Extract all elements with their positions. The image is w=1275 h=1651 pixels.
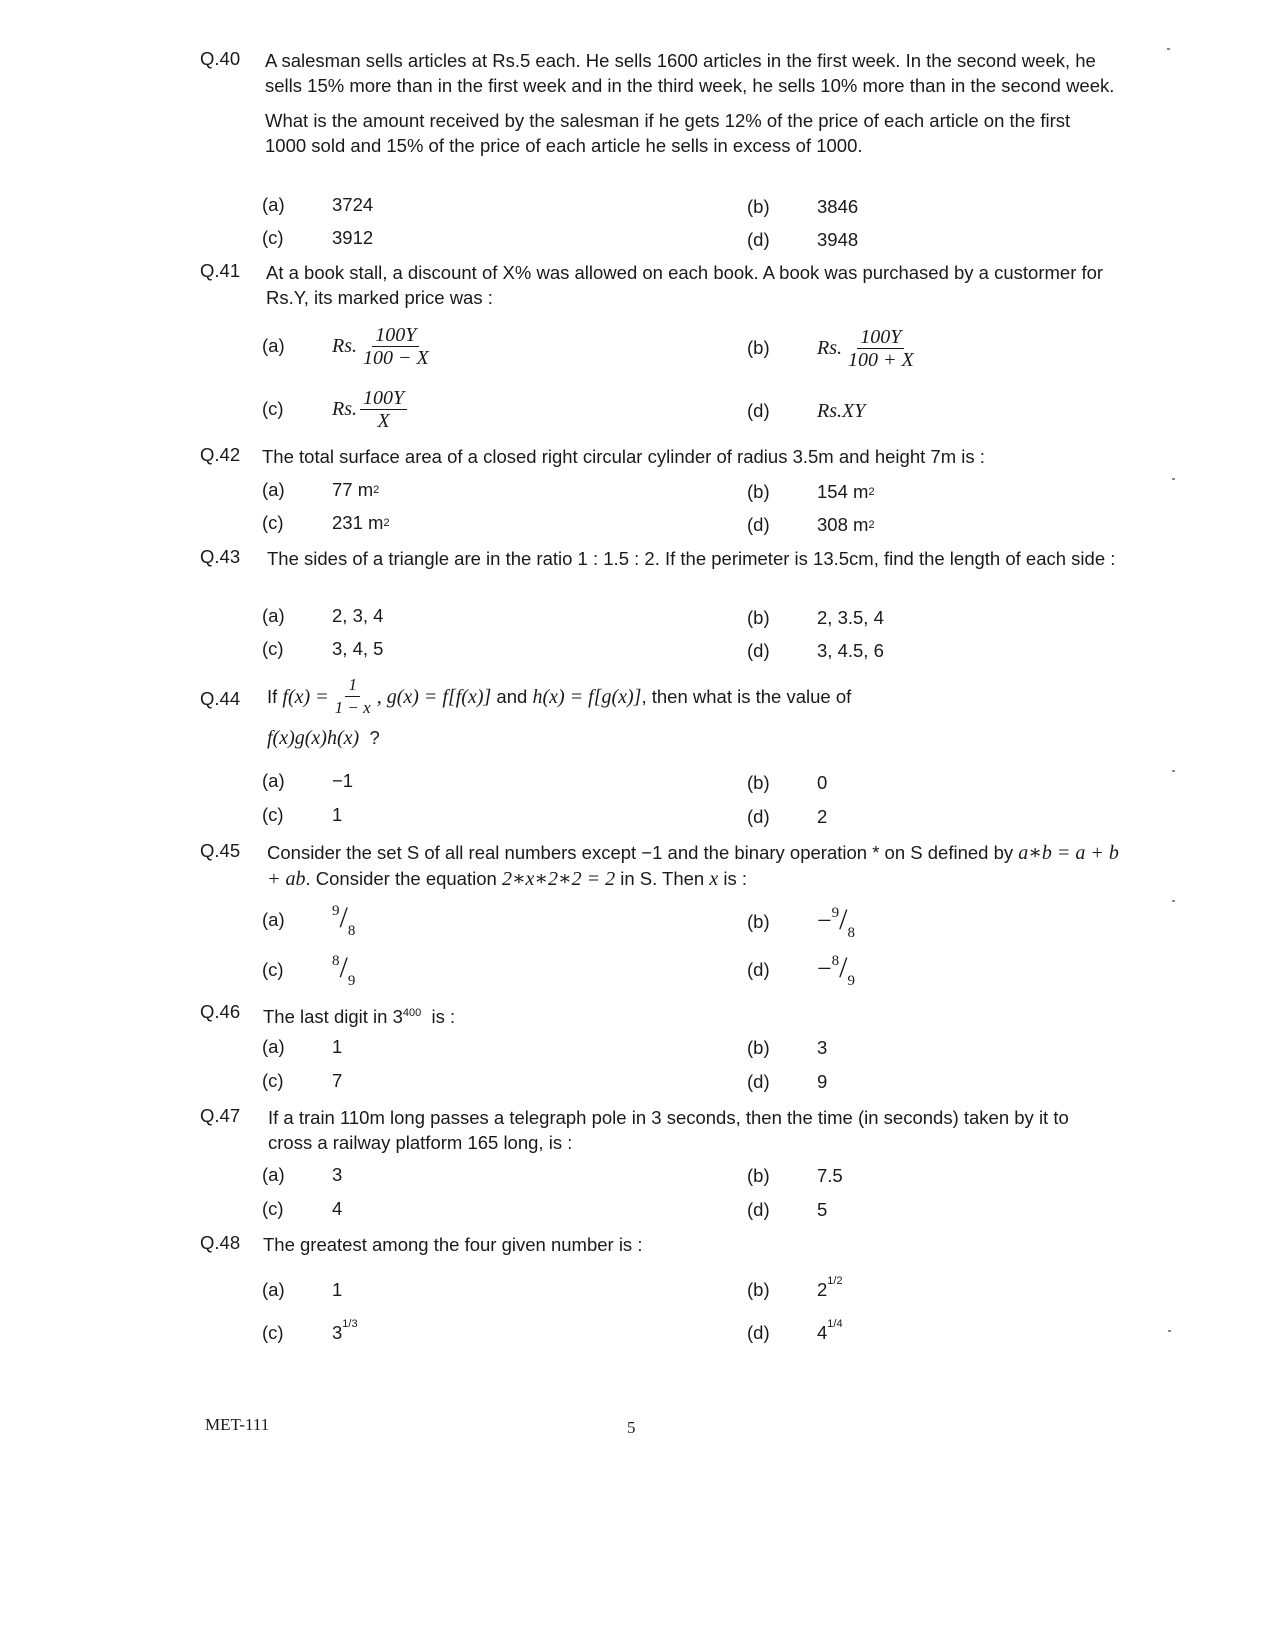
question-text: If f(x) = $\frac{1}{1 - x}$ , g(x) = f[f(x)] and h(x) = f[g(x)] , then what is the value of f(x)g(x)h(x) ?	[267, 675, 852, 749]
question-number: Q.44	[200, 688, 241, 709]
option-c[interactable]: (c) 3912	[262, 227, 374, 248]
option-b[interactable]: (b) 3	[747, 1037, 828, 1058]
option-a[interactable]: (a) 3724	[262, 194, 374, 215]
option-c[interactable]: (c) $^8/_9$	[262, 950, 356, 989]
question-text: The greatest among the four given number is :	[263, 1234, 643, 1255]
question-48	[200, 1232, 1140, 1343]
fraction: $\frac{100Y}{X}$	[360, 387, 407, 432]
question-text: The total surface area of a closed right circular cylinder of radius 3.5m and height 7m is :	[262, 446, 985, 467]
question-text: The last digit in $3^{400}$ is :	[263, 1006, 456, 1028]
option-c[interactable]: (c) 3 1/3	[262, 1318, 358, 1343]
fraction: $\frac{100Y}{100 + X}$	[848, 325, 914, 371]
option-b[interactable]: (b) Rs. $\frac{100Y}{100 + X}$	[747, 320, 920, 376]
fraction: $\frac{1}{1 - x}$	[334, 675, 371, 717]
scan-speck	[1172, 900, 1175, 902]
question-text: Consider the set S of all real numbers except −1 and the binary operation * on S defined by a∗b = a + b + ab. Consider the equation 2∗x∗2∗2 = 2 in S. Then x is :	[267, 842, 1119, 890]
fraction: $\frac{100Y}{100 - X}$	[363, 323, 429, 369]
question-number: Q.41	[200, 260, 241, 281]
question-text: At a book stall, a discount of X% was allowed on each book. A book was purchased by a custormer for Rs.Y, its marked price was :	[266, 262, 1104, 308]
option-a[interactable]: (a) 77 m 2	[262, 479, 380, 500]
page-number: 5	[627, 1418, 636, 1437]
option-a[interactable]: (a) 1	[262, 1279, 343, 1300]
slash-fraction: $-^8/_9$	[817, 950, 856, 989]
option-d[interactable]: (d) 2	[747, 806, 828, 827]
option-d[interactable]: (d) 9	[747, 1071, 828, 1092]
option-c[interactable]: (c) 7	[262, 1070, 343, 1091]
question-number: Q.48	[200, 1232, 241, 1253]
question-paragraph: A salesman sells articles at Rs.5 each. He sells 1600 articles in the first week. In the second week, he sells 15% more than in the first week and in the third week, he sells 10% more than in the second week.	[265, 50, 1115, 96]
question-43	[200, 546, 1140, 661]
option-d[interactable]: (d) Rs.XY	[747, 399, 866, 422]
question-44	[200, 674, 1140, 827]
option-b[interactable]: (b) 2, 3.5, 4	[747, 607, 884, 628]
question-45	[200, 840, 1140, 989]
option-c[interactable]: (c) 3, 4, 5	[262, 638, 384, 659]
slash-fraction: $-^9/_8$	[817, 902, 856, 941]
option-a[interactable]: (a) $^9/_8$	[262, 900, 356, 939]
scan-speck	[1168, 1330, 1171, 1332]
question-41	[200, 260, 1140, 432]
paper-code: MET-111	[205, 1415, 270, 1434]
question-number: Q.46	[200, 1001, 241, 1022]
scan-speck	[1172, 478, 1175, 480]
option-b[interactable]: (b) 0	[747, 772, 828, 793]
option-b[interactable]: (b) 3846	[747, 196, 859, 217]
option-c[interactable]: (c) 4	[262, 1198, 343, 1219]
option-d[interactable]: (d) 3, 4.5, 6	[747, 640, 884, 661]
option-d[interactable]: (d) 4 1/4	[747, 1318, 843, 1343]
scan-speck	[1167, 48, 1170, 50]
question-46	[200, 1001, 1140, 1092]
option-b[interactable]: (b) 7.5	[747, 1165, 843, 1186]
option-a[interactable]: (a) 3	[262, 1164, 343, 1185]
option-b[interactable]: (b) 154 m 2	[747, 481, 875, 502]
slash-fraction: $^9/_8$	[332, 900, 356, 939]
option-a[interactable]: (a) −1	[262, 770, 354, 791]
slash-fraction: $^8/_9$	[332, 950, 356, 989]
exponent-fraction: 1/3	[342, 1318, 358, 1330]
question-number: Q.42	[200, 444, 241, 465]
scan-speck	[1172, 770, 1175, 772]
question-number: Q.40	[200, 48, 241, 69]
option-d[interactable]: (d) 3948	[747, 229, 859, 250]
option-b[interactable]: (b) $-^9/_8$	[747, 902, 856, 941]
option-d[interactable]: (d) 308 m 2	[747, 514, 875, 535]
question-number: Q.45	[200, 840, 241, 861]
option-d[interactable]: (d) $-^8/_9$	[747, 950, 856, 989]
option-b[interactable]: (b) 2 1/2	[747, 1275, 843, 1300]
question-40	[200, 48, 1140, 250]
option-c[interactable]: (c) Rs. $\frac{100Y}{X}$	[262, 381, 410, 437]
option-a[interactable]: (a) 1	[262, 1036, 343, 1057]
option-c[interactable]: (c) 1	[262, 804, 343, 825]
question-42	[200, 444, 1140, 535]
option-a[interactable]: (a) 2, 3, 4	[262, 605, 384, 626]
question-text: If a train 110m long passes a telegraph pole in 3 seconds, then the time (in seconds) taken by it to cross a railway platform 165 long, is :	[268, 1107, 1069, 1153]
question-text: The sides of a triangle are in the ratio 1 : 1.5 : 2. If the perimeter is 13.5cm, find the length of each side :	[267, 548, 1116, 569]
option-c[interactable]: (c) 231 m 2	[262, 512, 390, 533]
exponent-fraction: 1/4	[827, 1318, 843, 1330]
question-number: Q.47	[200, 1105, 241, 1126]
question-text	[265, 48, 1115, 158]
question-47	[200, 1105, 1140, 1220]
exponent-fraction: 1/2	[827, 1275, 843, 1287]
option-a[interactable]: (a) Rs. $\frac{100Y}{100 - X}$	[262, 318, 435, 374]
question-number: Q.43	[200, 546, 241, 567]
question-paragraph: What is the amount received by the salesman if he gets 12% of the price of each article on the first 1000 sold and 15% of the price of each article he sells in excess of 1000.	[265, 110, 1071, 156]
option-d[interactable]: (d) 5	[747, 1199, 828, 1220]
